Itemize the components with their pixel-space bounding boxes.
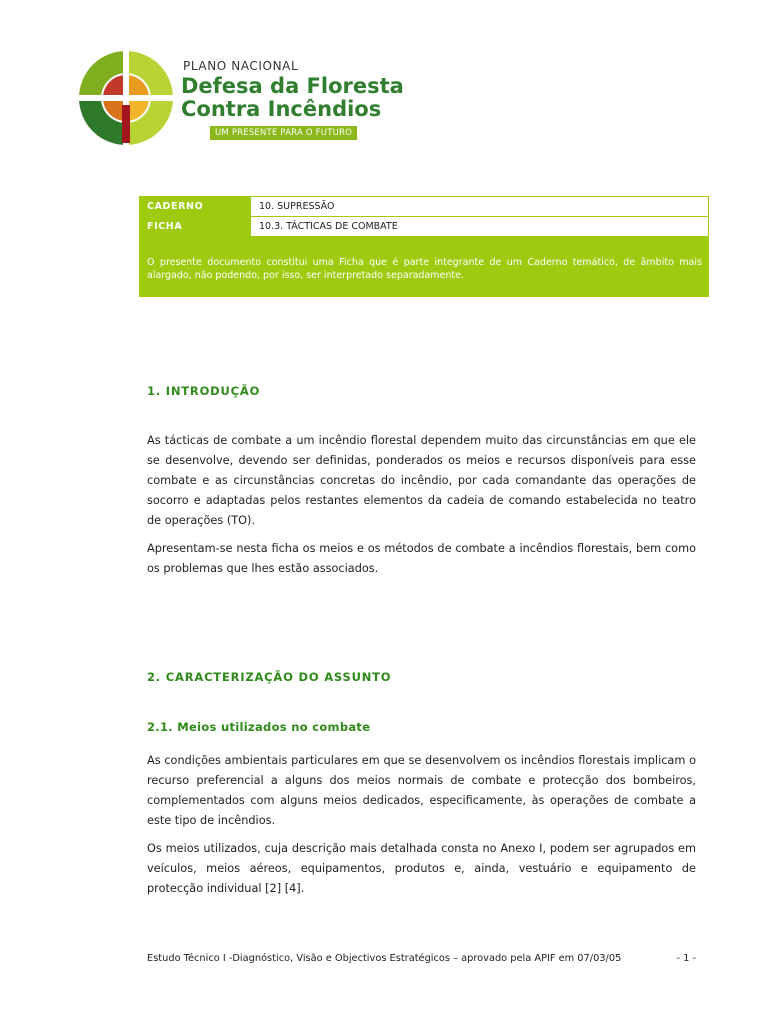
subsection-heading-meios: 2.1. Meios utilizados no combate (147, 720, 371, 734)
meta-key: CADERNO (140, 197, 252, 216)
footer-text: Estudo Técnico I -Diagnóstico, Visão e Objectivos Estratégicos – aprovado pela APIF em 07/03/05 (147, 953, 622, 964)
section-heading-caracterizacao: 2. CARACTERIZAÇÃO DO ASSUNTO (147, 670, 392, 684)
meta-note: O presente documento constitui uma Ficha que é parte integrante de um Caderno temático, de âmbito mais alargado, não podendo, por isso, ser interpretado separadamente. (140, 237, 708, 296)
logo-top-text: PLANO NACIONAL (183, 59, 299, 73)
meta-value: 10. SUPRESSÃO (259, 201, 335, 212)
logo-tagline: UM PRESENTE PARA O FUTURO (210, 126, 357, 140)
logo-title-line2: Contra Incêndios (181, 97, 382, 121)
meta-value: 10.3. TÁCTICAS DE COMBATE (259, 221, 398, 232)
page-footer (147, 953, 696, 964)
section-heading-introducao: 1. INTRODUÇÃO (147, 384, 261, 398)
paragraph: As condições ambientais particulares em que se desenvolvem os incêndios florestais implicam o recurso preferencial a alguns dos meios normais de combate e protecção dos bombeiros, complementados com alguns meios dedicados, especificamente, às operações de combate a este tipo de incêndios. (147, 754, 696, 827)
meta-row-ficha (140, 217, 708, 237)
paragraph: Os meios utilizados, cuja descrição mais detalhada consta no Anexo I, podem ser agrupados em veículos, meios aéreos, equipamentos, produtos e, ainda, vestuário e equipamento de protecção individual [2] [4]. (147, 842, 696, 895)
plan-logo (76, 50, 404, 150)
meta-key: FICHA (140, 217, 252, 236)
page-number: - 1 - (676, 953, 696, 964)
forest-emblem-icon (76, 50, 176, 150)
document-meta-table (139, 196, 709, 297)
meta-row-caderno (140, 197, 708, 217)
paragraph: Apresentam-se nesta ficha os meios e os métodos de combate a incêndios florestais, bem como os problemas que lhes estão associados. (147, 542, 696, 575)
paragraph: As tácticas de combate a um incêndio florestal dependem muito das circunstâncias em que ele se desenvolve, devendo ser definidas, ponderados os meios e recursos disponíveis para esse combate e as circunstâncias concretas do incêndio, por cada comandante das operações de socorro e adaptadas pelos restantes elementos da cadeia de comando estabelecida no teatro de operações (TO). (147, 434, 696, 527)
logo-title-line1: Defesa da Floresta (181, 74, 404, 98)
